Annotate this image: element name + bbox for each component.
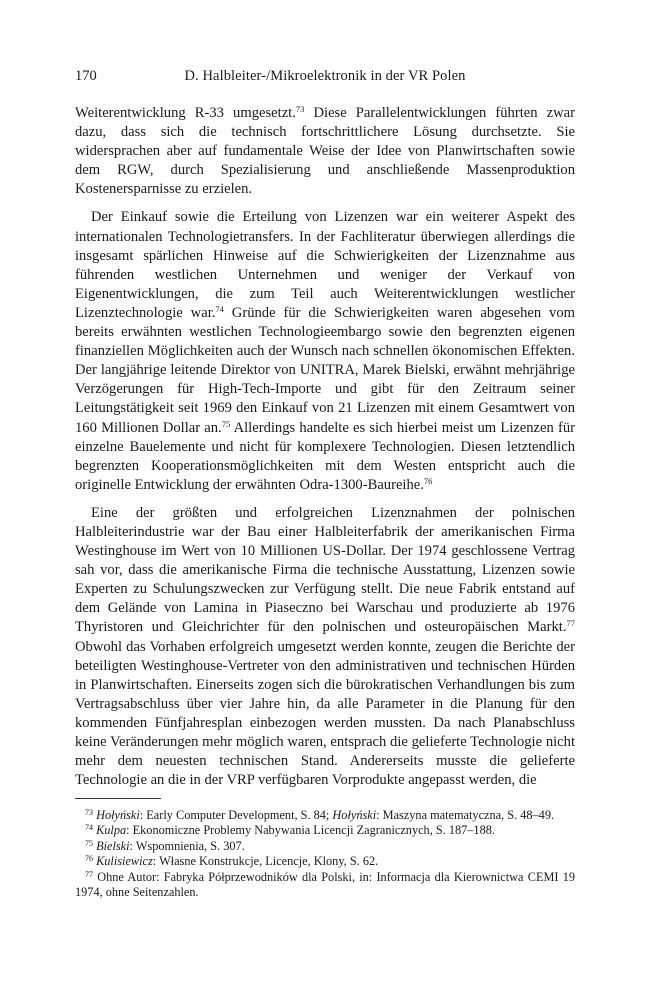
footnote-author: Kulisiewicz	[96, 854, 153, 869]
footnote-number: 75	[85, 838, 93, 848]
footnote-reference: 73	[295, 104, 305, 114]
running-title: D. Halbleiter-/Mikroelektronik in der VR Polen	[184, 68, 466, 84]
page-number: 170	[75, 68, 97, 84]
footnote-number: 77	[85, 869, 93, 879]
footnote-text: Ohne Autor: Fabryka Półprzewodników dla Polski, in: Informacja dla Kierownictwa CEMI 19 1974, ohne Seitenzahlen.	[75, 869, 575, 900]
footnote	[75, 870, 575, 901]
body-paragraph	[75, 104, 575, 199]
footnote-text: : Wspomnienia, S. 307.	[129, 838, 245, 853]
footnote-reference: 75	[221, 418, 231, 429]
footnote	[75, 854, 575, 869]
footnote-number: 76	[85, 854, 93, 864]
paragraph-text: Gründe für die Schwierigkeiten waren abgesehen vom bereits erwähnten westlichen Technologieembargo sowie den begrenzten eigenen finanziellen Möglichkeiten auch der Wunsch nach schnellen ökonomischen Effekten. Der langjährige leitende Direktor von UNITRA, Marek Bielski, erwähnt mehrjährige Verzögerungen für High-Tech-Importe und gibt für den Zeitraum seiner Leitungstätigkeit seit 1969 den Einkauf von 21 Lizenzen mit einem Gesamtwert von 160 Millionen Dollar an.	[75, 304, 575, 436]
paragraph-text: Der Einkauf sowie die Erteilung von Lizenzen war ein weiterer Aspekt des internationalen Technologietransfers. In der Fachliteratur überwiegen allerdings die insgesamt spärlichen Hinweise auf die Schwierigkeiten der Lizenznahme aus führenden westlichen Unternehmen und weniger der Verkauf von Eigenentwicklungen, die zum Teil auch Weiterentwicklungen westlicher Lizenztechnologie war.	[75, 209, 575, 321]
footnote-number: 73	[85, 808, 93, 817]
paragraph-text: Diese Parallelentwicklungen führten zwar dazu, dass sich die technisch fortschrittlichere Lösung durchsetzte. Sie widersprachen aber auf fundamentale Weise der Idee von Planwirtschaften sowie dem RGW, durch Spezialisierung und anschließende Massenproduktion Kostenersparnisse zu erzielen.	[75, 105, 575, 198]
body-paragraph	[75, 208, 575, 494]
paragraph-text: Obwohl das Vorhaben erfolgreich umgesetzt werden konnte, zeugen die Berichte der beteiligten Westinghouse-Vertreter von den administrativen und technischen Hürden in Planwirtschaften. Einerseits zogen sich die bürokratischen Verhandlungen bis zum Vertragsabschluss über vier Jahre hin, da alle Parameter in die Planung für den kommenden Fünfjahresplan einbezogen werden mussten. Da nach Planabschluss keine Veränderungen mehr möglich waren, entsprach die gelieferte Technologie nicht mehr dem neuesten technischen Stand. Andererseits musste die gelieferte Technologie an die in der VRP verfügbaren Vorprodukte angepasst werden, die	[75, 638, 575, 789]
paragraph-text: Allerdings handelte es sich hierbei meist um Lizenzen für einzelne Bauelemente und nicht für komplexere Technologien. Diesen letztendlich begrenzten Kooperationsmöglichkeiten mit dem Westen entspricht auch die originelle Entwicklung der erwähnten Odra-1300-Baureihe.	[75, 419, 575, 493]
footnote-text: : Early Computer Development, S. 84;	[139, 808, 333, 822]
paragraph-text: Eine der größten und erfolgreichen Lizenznahmen der polnischen Halbleiterindustrie war der Bau einer Halbleiterfabrik der amerikanischen Firma Westinghouse im Wert von 10 Millionen US-Dollar. Der 1974 geschlossene Vertrag sah vor, dass die amerikanische Firma die technische Ausstattung, Lizenzen sowie Experten zu Schulungszwecken zur Verfügung stellt. Die neue Fabrik entstand auf dem Gelände von Lamina in Piaseczno bei Warschau und produzierte ab 1976 Thyristoren und Gleichrichter für den polnischen und osteuropäischen Markt.	[75, 504, 575, 636]
footnotes	[75, 808, 575, 900]
footnote	[75, 839, 575, 854]
footnote-reference: 77	[566, 618, 575, 629]
page-header	[75, 68, 575, 86]
footnote-text: : Maszyna matematyczna, S. 48–49.	[376, 808, 555, 822]
body-paragraph	[75, 504, 575, 790]
footnote-author: Bielski	[96, 838, 130, 853]
footnote-text: : Własne Konstrukcje, Licencje, Klony, S. 62.	[152, 854, 379, 869]
footnote-author: Hołyński	[332, 808, 377, 822]
footnote-reference: 76	[423, 475, 433, 486]
footnote-reference: 74	[215, 303, 224, 314]
main-text	[75, 104, 575, 799]
footnote-text: : Ekonomiczne Problemy Nabywania Licencji Zagranicznych, S. 187–188.	[126, 823, 495, 838]
footnote	[75, 823, 575, 838]
footnote-number: 74	[85, 823, 93, 833]
footnote-author: Hołyński	[96, 808, 140, 822]
footnote-separator	[75, 798, 161, 799]
footnote-author: Kulpa	[96, 823, 127, 838]
footnote	[75, 808, 575, 823]
paragraph-text: Weiterentwicklung R-33 umgesetzt.	[75, 105, 296, 121]
